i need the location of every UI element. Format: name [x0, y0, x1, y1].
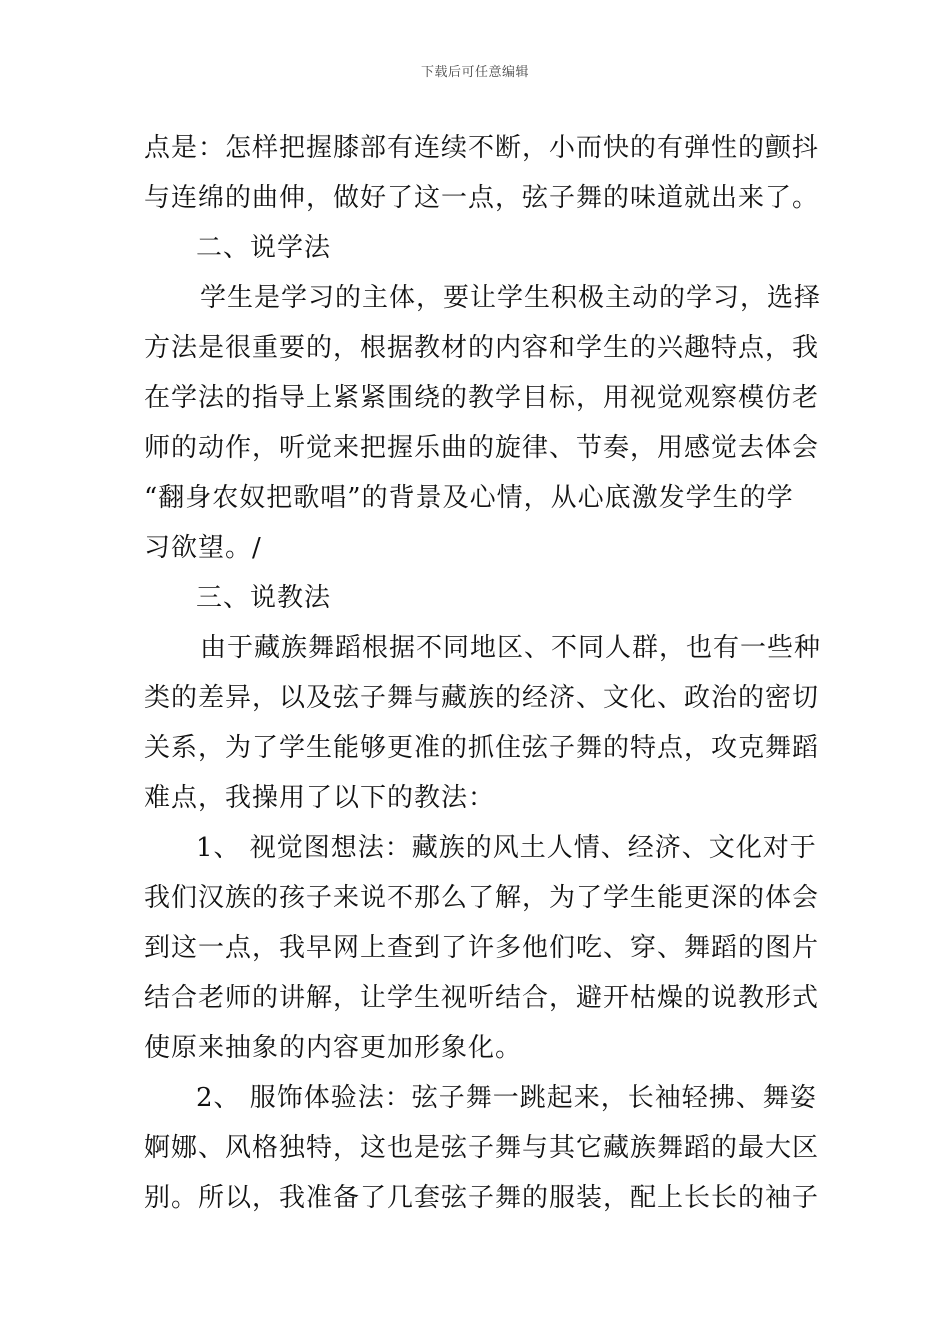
body-line-8: “翻身农奴把歌唱”的背景及心情，从心底激发学生的学: [144, 483, 794, 513]
list-item-1-line-4: 结合老师的讲解，让学生视听结合，避开枯燥的说教形式: [144, 983, 820, 1013]
body-line-12: 类的差异，以及弦子舞与藏族的经济、文化、政治的密切: [144, 683, 820, 713]
list-item-1-line-3: 到这一点，我早网上查到了许多他们吃、穿、舞蹈的图片: [144, 933, 820, 963]
list-item-1-line-5: 使原来抽象的内容更加形象化。: [144, 1033, 523, 1063]
list-item-1-line-2: 我们汉族的孩子来说不那么了解，为了学生能更深的体会: [144, 883, 820, 913]
list-item-1-line-1: 1、 视觉图想法：藏族的风土人情、经济、文化对于: [196, 833, 817, 863]
body-line-6: 在学法的指导上紧紧围绕的教学目标，用视觉观察模仿老: [144, 383, 820, 413]
body-line-5: 方法是很重要的，根据教材的内容和学生的兴趣特点，我: [144, 333, 820, 363]
section-heading-teaching-method: 三、说教法: [196, 583, 332, 613]
body-line-9: 习欲望。/: [144, 533, 262, 563]
section-heading-study-method: 二、说学法: [196, 233, 332, 263]
list-item-2-line-2: 婀娜、风格独特，这也是弦子舞与其它藏族舞蹈的最大区: [144, 1133, 820, 1163]
body-line-2: 与连绵的曲伸，做好了这一点，弦子舞的味道就出来了。: [144, 183, 820, 213]
body-line-14: 难点，我操用了以下的教法：: [144, 783, 496, 813]
body-line-4: 学生是学习的主体，要让学生积极主动的学习，选择: [200, 283, 822, 313]
body-line-1: 点是：怎样把握膝部有连续不断，小而快的有弹性的颤抖: [144, 133, 820, 163]
body-line-11: 由于藏族舞蹈根据不同地区、不同人群，也有一些种: [200, 633, 822, 663]
body-line-13: 关系，为了学生能够更准的抓住弦子舞的特点，攻克舞蹈: [144, 733, 820, 763]
page-header-note: 下载后可任意编辑: [420, 65, 529, 80]
body-line-7: 师的动作，听觉来把握乐曲的旋律、节奏，用感觉去体会: [144, 433, 820, 463]
list-item-2-line-1: 2、 服饰体验法：弦子舞一跳起来，长袖轻拂、舞姿: [196, 1083, 817, 1113]
list-item-2-line-3: 别。所以，我准备了几套弦子舞的服装，配上长长的袖子: [144, 1183, 820, 1213]
